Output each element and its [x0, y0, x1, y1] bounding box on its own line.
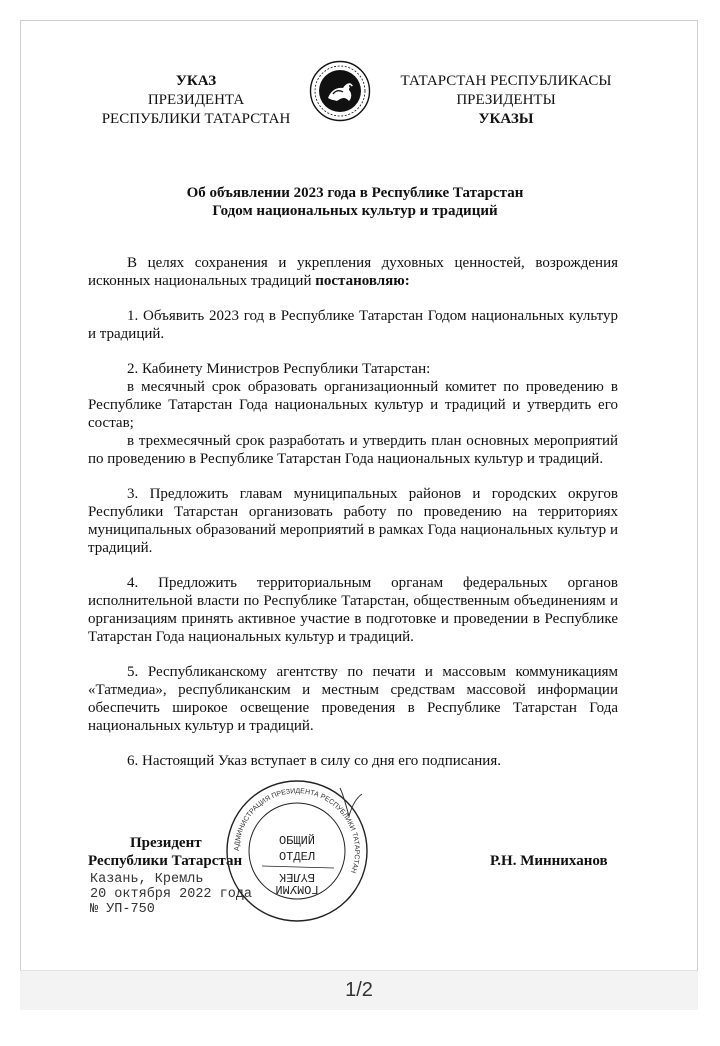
paragraph-6: 6. Настоящий Указ вступает в силу со дня его подписания.	[127, 753, 501, 769]
header-right	[392, 72, 620, 129]
header-right-line3: УКАЗЫ	[478, 111, 534, 127]
decree-title	[110, 184, 600, 220]
decree-body	[88, 254, 618, 787]
office-stamp	[222, 776, 372, 926]
meta-number: № УП-750	[90, 902, 155, 917]
paragraph-1: 1. Объявить 2023 год в Республике Татарстан Годом национальных культур и традиций.	[88, 308, 618, 342]
meta-place: Казань, Кремль	[90, 872, 204, 887]
paragraph-2-a: в месячный срок образовать организационный комитет по проведению в Республике Татарстан Года национальных культур и традиций и утвердить его состав;	[88, 379, 618, 431]
paragraph-2-head: 2. Кабинету Министров Республики Татарстан:	[127, 361, 431, 377]
paragraph-2-b: в трехмесячный срок разработать и утвердить план основных мероприятий по проведению в Республике Татарстан Года национальных культур и традиций.	[88, 433, 618, 467]
signatory-name: Р.Н. Минниханов	[490, 853, 608, 869]
signatory-position-line1: Президент	[130, 835, 202, 851]
paragraph-2	[88, 360, 618, 468]
paragraph-5: 5. Республиканскому агентству по печати и массовым коммуникациям «Татмедиа», республиканским и местным средствам массовой информации обеспечить широкое освещение проведения в Республике Татарстан Года национальных культур и традиций.	[88, 664, 618, 734]
paragraph-4: 4. Предложить территориальным органам федеральных органов исполнительной власти по Республике Татарстан, общественным объединениям и организациям принять активное участие в подготовке и проведении в Республике Татарстан Года национальных культур и традиций.	[88, 575, 618, 645]
signatory-position-line2: Республики Татарстан	[88, 853, 243, 869]
stamp-line4: БҮЛЕК	[278, 870, 316, 884]
intro-text: В целях сохранения и укрепления духовных ценностей, возрождения исконных национальных традиций	[88, 255, 618, 289]
decree-title-line1: Об объявлении 2023 года в Республике Татарстан	[186, 185, 524, 201]
intro-paragraph	[88, 254, 618, 290]
meta-date: 20 октября 2022 года	[90, 887, 253, 902]
stamp-line3: ГОМУМИ	[275, 882, 319, 896]
tatarstan-emblem-icon	[309, 60, 371, 122]
intro-bold: постановляю:	[315, 273, 410, 289]
page-indicator: 1/2	[20, 970, 698, 1010]
signatory-position	[88, 834, 242, 870]
decree-title-line2: Годом национальных культур и традиций	[212, 203, 498, 219]
header-left	[86, 72, 306, 129]
header-right-line1: ТАТАРСТАН РЕСПУБЛИКАСЫ	[400, 73, 612, 89]
stamp-line2: ОТДЕЛ	[278, 850, 316, 864]
stamp-ring-text: АДМИНИСТРАЦИЯ ПРЕЗИДЕНТА РЕСПУБЛИКИ ТАТАРСТАН	[233, 787, 361, 874]
stamp-line1: ОБЩИЙ	[278, 834, 316, 848]
header-right-line2: ПРЕЗИДЕНТЫ	[456, 92, 556, 108]
header-left-line2: ПРЕЗИДЕНТА	[147, 92, 245, 108]
paragraph-3: 3. Предложить главам муниципальных районов и городских округов Республики Татарстан организовать работу по проведению на территориях муниципальных образований мероприятий в рамках Года национальных культур и традиций.	[88, 486, 618, 556]
header-left-line1: УКАЗ	[175, 73, 217, 89]
header-left-line3: РЕСПУБЛИКИ ТАТАРСТАН	[101, 111, 291, 127]
